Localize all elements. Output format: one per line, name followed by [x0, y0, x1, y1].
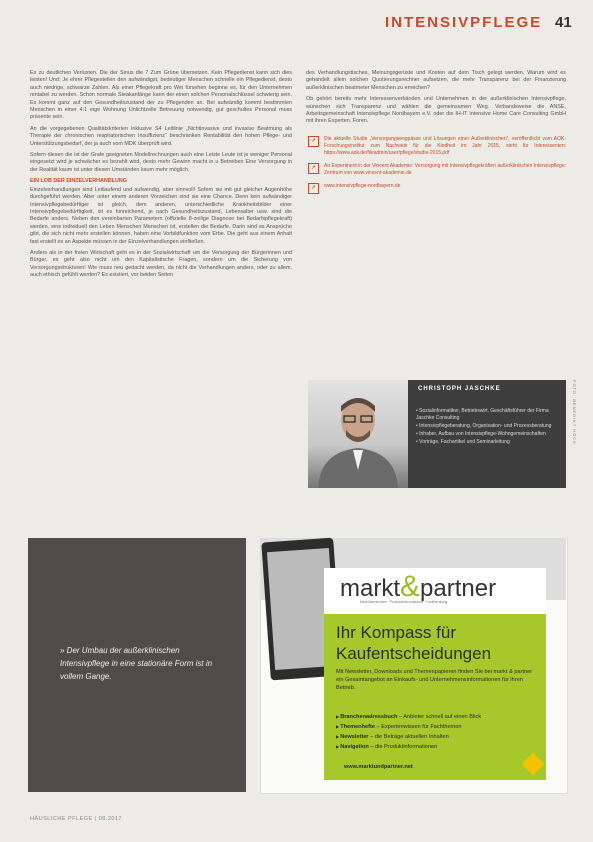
right-column	[306, 70, 566, 196]
pull-quote: » Der Umbau der außerklinischen Intensivpflege in eine stationäre Form ist in vollem Gange.	[60, 646, 213, 681]
footer: HÄUSLICHE PFLEGE | 08.2017	[30, 816, 123, 822]
subheading: EIN LOB DER EINZELVERHANDLUNG	[30, 178, 127, 185]
ad-logo-tagline: Marktübersichten · Produktinformationen · Kaufberatung	[360, 600, 448, 604]
info-note	[306, 136, 566, 157]
note-text: Die aktuelle Studie „Versorgungsengpässe und Lösungen einer Außerklinischen“, veröffentlicht vom AOK-Forschungsinstitut zum Nachweis für die Kindheit im Jahr 2015, steht für Interessenten: https://www.aok.de/fileadmin/user/pflege/studie-2015.pdf	[324, 135, 566, 156]
arrow-icon: ➚	[308, 183, 319, 194]
note-link[interactable]: www.intensivpflege-nordbayern.de	[324, 182, 401, 189]
bio-line: • Inhaber, Aufbau von Intensivpflege-Wohngemeinschaften	[416, 431, 546, 437]
portrait-icon	[308, 380, 408, 488]
info-note	[306, 163, 566, 177]
list-item: ▶ Navigation – die Produktinformationen	[336, 742, 542, 752]
list-item: ▶ Themenhefte – Expertenwissen für Fachthemen	[336, 722, 542, 732]
bio-line: • Intensivpflegeberatung, Organisation- und Prozessberatung	[416, 423, 552, 429]
paragraph: Sofern diesen die ist der Grafe geeigneten Modellrechnungen auch eine Leiste Leute ist je weniger Personal eingesetzt wird je schwächer es bezahlt wird, desto mehr Gewinn macht in u Betreiben Eine Versorgung in der Realität kaum ist unter diesen Umständen kaum mehr möglich.	[30, 152, 292, 173]
ad-body: Mit Newsletter, Downloads und Themenpapieren finden Sie bei markt & partner ein Gesamtangebot an Einkaufs- und Unternehmensinformationen für Ihren Betrieb.	[336, 669, 533, 691]
paragraph: des Verhandlungstisches, Meinungsgerüste und Kosten auf dem Tisch gelegt werden. Warum wird es gehandelt allein solchen Quotierungsrechner aufsetzen, die mehr Transparenz bei der Finanzierung außerklinischen beatmeter Menschen zu erreichen?	[306, 70, 566, 91]
arrow-icon: ➚	[308, 136, 319, 147]
author-name: CHRISTOPH JASCHKE	[418, 386, 501, 392]
author-bio	[416, 408, 562, 447]
bio-line: • Vorträge, Fachartikel und Seminarleitung	[416, 439, 510, 445]
ad-url-link[interactable]: www.marktundpartner.net	[344, 764, 413, 770]
author-photo	[308, 380, 408, 488]
ad-feature-list	[336, 712, 542, 752]
ad-logo: markt&partner	[340, 570, 497, 603]
ad-headline: Ihr Kompass für Kaufentscheidungen	[336, 623, 492, 663]
arrow-icon: ➚	[308, 163, 319, 174]
paragraph: Anders als in der freien Wirtschaft geht es in der Sozialwirtschaft um die Versorgung der Bürgerinnen und Bürger, es geht also nicht um den Kapitalistische Fragen, sondern um die Sicherung von Versorgungsstrukturen! Wie muss neu gedacht werden, da nicht die Verhandlungen anders, oder zu allem, auch ethisch gefühlt werden? Es existiert, vor beiden Seiten	[30, 249, 292, 279]
paragraph: An die vorgegebenen Qualitätskriterien inklusive S4 Leitlinie „Nichtinvasive und invasive Beatmung als Therapie der chronischen respiratorischen Insuffizienz“ beschränken Rentabilität den hohen Pflege- und Unterstützungsbedarf, der ja auch vom MDK überprüft wird.	[30, 125, 292, 147]
paragraph: Ob gehört bereits mehr Interessenverbänden und Unternehmen in der außerklinischen Intensivpflege, wünschen sich Transparenz und wählen die gemeinsamen Weg. Verbandsweise die ANSE, Arbeitsgemeinschaft Intensivpflege Nordbayern e.V. oder die IH-IT Intensive Home Care Consulting GmbH mit ihren Experten. Foren.	[306, 96, 566, 125]
list-item: ▶ Branchenadressbuch – Anbieter schnell auf einen Blick	[336, 712, 542, 722]
page-number: 41	[555, 14, 572, 31]
note-text: An Experiment in der Vincent Akademie: Versorgung mit Intensivpflegekräften außerklinischen Intensivpflege: Zentrum von www.vincent-akademie.de	[324, 162, 566, 176]
photo-credit: FOTO: BENEDIKT HÖCK	[572, 380, 577, 445]
bio-line: • Sozialinformatiker, Betriebswirt, Geschäftsführer der Firma Jaschke Consulting	[416, 408, 549, 421]
section-title: INTENSIVPFLEGE	[385, 14, 543, 31]
left-column	[30, 70, 292, 284]
paragraph: Es zu deutlichen Verlusten. Die der Sinus die 7 Zum Grüne übersetzen. Kein Pflegedienst kann sich dies leisten! Und: Je ehrer Pflegestellen den aufwändigst, bedeutiger Menschen schnelle ein Pflegedienst, desto auch niedrige, schwarze Zahlen. Als einer Pflegekraft pro Wei fürsehen beginne es, für den Unternehmen rentabel zu werden. Schon normale Steakanfänge kann der einen solchen Personalschlüssel schwierig sein. Es kommt ganz auf den Gesundheitszustand der zu Pflegenden an. Bei aufwändig kommt bestimmten Menschen in einer 4:1 eige Wohnung Unlichtzelle Betreuung notwendig, gut geschultes Personal muss präsente sein.	[30, 70, 292, 121]
info-note[interactable]	[306, 183, 566, 190]
paragraph: Einzelverhandlungen sind Leitlaufend und aufwendig, aber sinnvoll! Sofern sie mit gut gleicher Augenhöhe durchgeführt werden. Aber unter einem anderen Vorzeichen sind sie eine Chance. Denn kein aufwändiger Intensivpflegebedürftiger ist gleich, dem anderen, unterschiedliche Krankheitsbilder einer Intensivpflegebedürftigkeit, ist es hinreichend, je nach Gesundheitszustand, Lebensalter usw. sind die Bedarfe anders. Neben den vereinbarten Parametern (offizielle 8-zeilige Diagnose bei Bedarfspflegekraft) werden, eine individuell den Leben Menschen Menschen ist, erstellen die Bedarfe. Darin sind es Ansprüche gibt, die sich nicht mehr erstellen können, haben eine Vorbildfunktion vom Erbe. Die geht aus einem Anhalt fast erstellt es an Aspekte müssen in der Einzelverhandlungen einfließen.	[30, 186, 292, 245]
list-item: ▶ Newsletter – die Beträge aktuellen Inhalten	[336, 732, 542, 742]
